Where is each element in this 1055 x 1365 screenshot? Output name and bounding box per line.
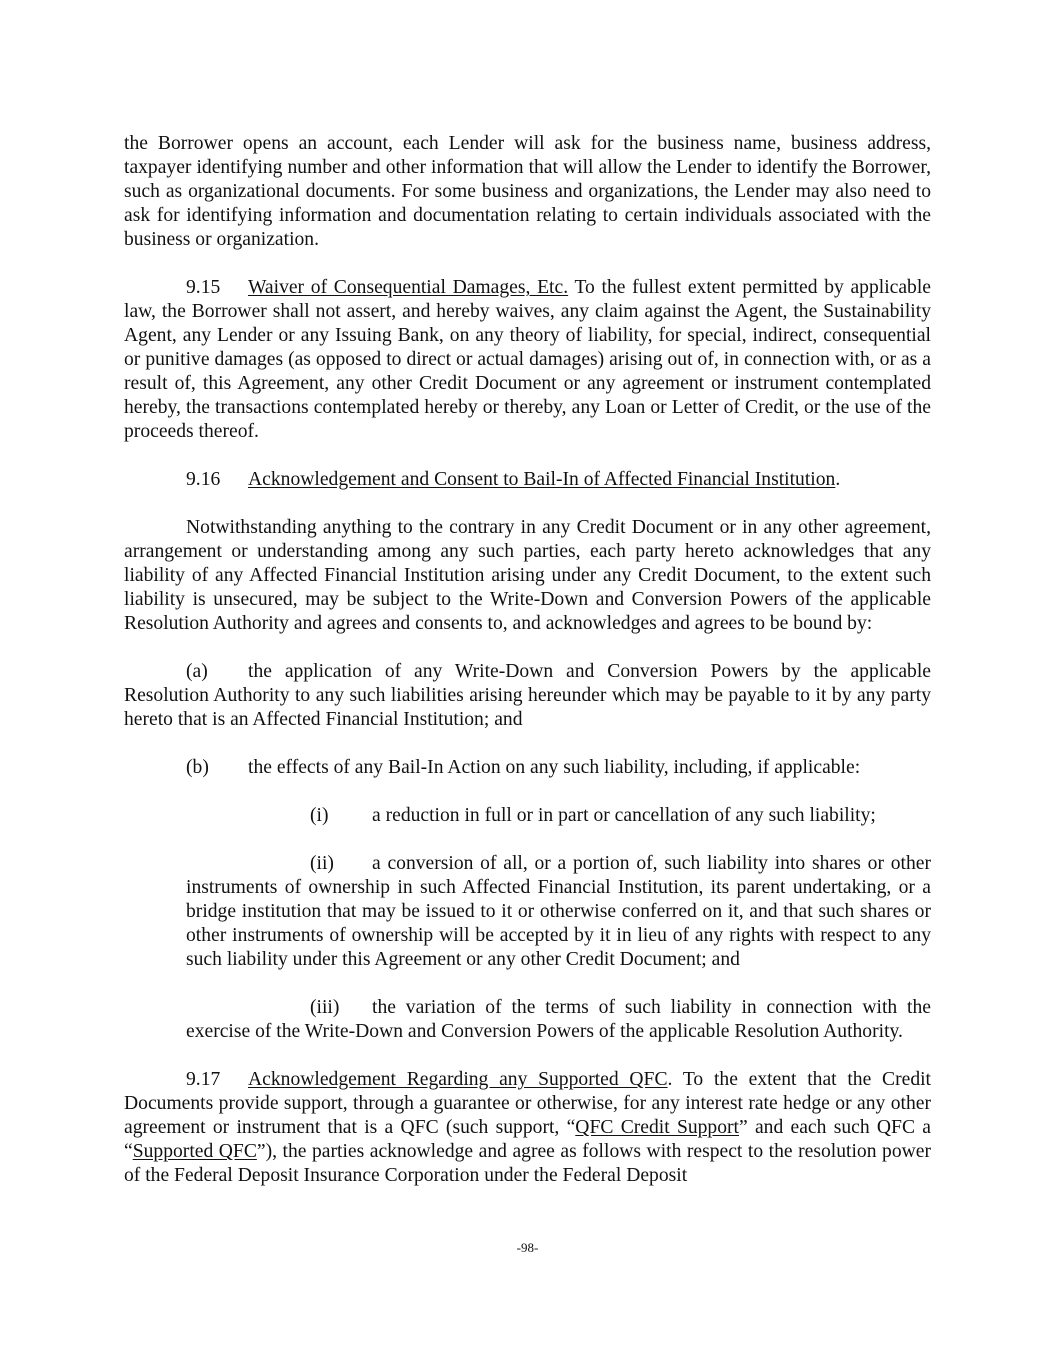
subclause-iii	[124, 996, 931, 1044]
section-number: 9.16	[186, 469, 221, 490]
subclause-text: the variation of the terms of such liability in connection with the exercise of the Write-Down and Conversion Powers of the applicable Resolution Authority.	[186, 997, 931, 1042]
intro-paragraph: the Borrower opens an account, each Lender will ask for the business name, business address, taxpayer identifying number and other information that will allow the Lender to identify the Borrower, such as organizational documents. For some business and organizations, the Lender may also need to ask for identifying information and documentation relating to certain individuals associated with the business or organization.	[124, 133, 931, 250]
section-title: Waiver of Consequential Damages, Etc.	[248, 277, 569, 298]
clause-b	[124, 756, 931, 780]
page-number: -98-	[516, 1240, 539, 1255]
clause-a	[124, 660, 931, 732]
section-9-15	[124, 276, 931, 444]
section-title: Acknowledgement Regarding any Supported QFC	[248, 1069, 668, 1090]
section-9-16-heading: 9.16 Acknowledgement and Consent to Bail-In of Affected Financial Institution.	[186, 469, 841, 490]
section-9-16-body: Notwithstanding anything to the contrary in any Credit Document or in any other agreement, arrangement or understanding among any such parties, each party hereto acknowledges that any liability of any Affected Financial Institution arising under any Credit Document, to the extent such liability is unsecured, may be subject to the Write-Down and Conversion Powers of the applicable Resolution Authority and agrees and consents to, and acknowledges and agrees to be bound by:	[124, 517, 931, 634]
defined-term: QFC Credit Support	[575, 1117, 739, 1138]
subclause-text: a reduction in full or in part or cancellation of any such liability;	[372, 805, 876, 826]
section-title: Acknowledgement and Consent to Bail-In of Affected Financial Institution	[248, 469, 836, 490]
clause-text: the application of any Write-Down and Conversion Powers by the applicable Resolution Authority to any such liabilities arising hereunder which may be payable to it by any party hereto that is an Affected Financial Institution; and	[124, 661, 931, 730]
section-9-17: 9.17 Acknowledgement Regarding any Supported QFC. To the extent that the Credit Documents provide support, through a guarantee or otherwise, for any interest rate hedge or any other agreement or instrument that is a QFC (such support, “QFC Credit Support” and each such QFC a “Supported QFC”), the parties acknowledge and agree as follows with respect to the resolution power of the Federal Deposit Insurance Corporation under the Federal Deposit	[124, 1069, 932, 1186]
document-page	[124, 132, 931, 1188]
section-body: To the fullest extent permitted by applicable law, the Borrower shall not assert, and hereby waives, any claim against the Agent, the Sustainability Agent, any Lender or any Issuing Bank, on any theory of liability, for special, indirect, consequential or punitive damages (as opposed to direct or actual damages) arising out of, in connection with, or as a result of, this Agreement, any other Credit Document or any agreement or instrument contemplated hereby, the transactions contemplated hereby or thereby, any Loan or Letter of Credit, or the use of the proceeds thereof.	[124, 277, 931, 442]
section-number: 9.17	[186, 1069, 221, 1090]
subclause-ii	[124, 852, 931, 972]
section-number: 9.15	[186, 277, 221, 298]
clause-label: (b)	[186, 757, 209, 778]
subclause-label: (iii)	[310, 997, 340, 1018]
subclause-i	[124, 804, 931, 828]
clause-text: the effects of any Bail-In Action on any such liability, including, if applicable:	[248, 757, 861, 778]
subclause-text: a conversion of all, or a portion of, such liability into shares or other instruments of ownership in such Affected Financial Institution, its parent undertaking, or a bridge institution that may be issued to it or otherwise conferred on it, and that such shares or other instruments of ownership will be accepted by it in lieu of any rights with respect to any such liability under this Agreement or any other Credit Document; and	[186, 853, 931, 970]
defined-term: Supported QFC	[132, 1141, 257, 1162]
subclause-label: (ii)	[310, 853, 334, 874]
clause-label: (a)	[186, 661, 208, 682]
subclause-label: (i)	[310, 805, 329, 826]
